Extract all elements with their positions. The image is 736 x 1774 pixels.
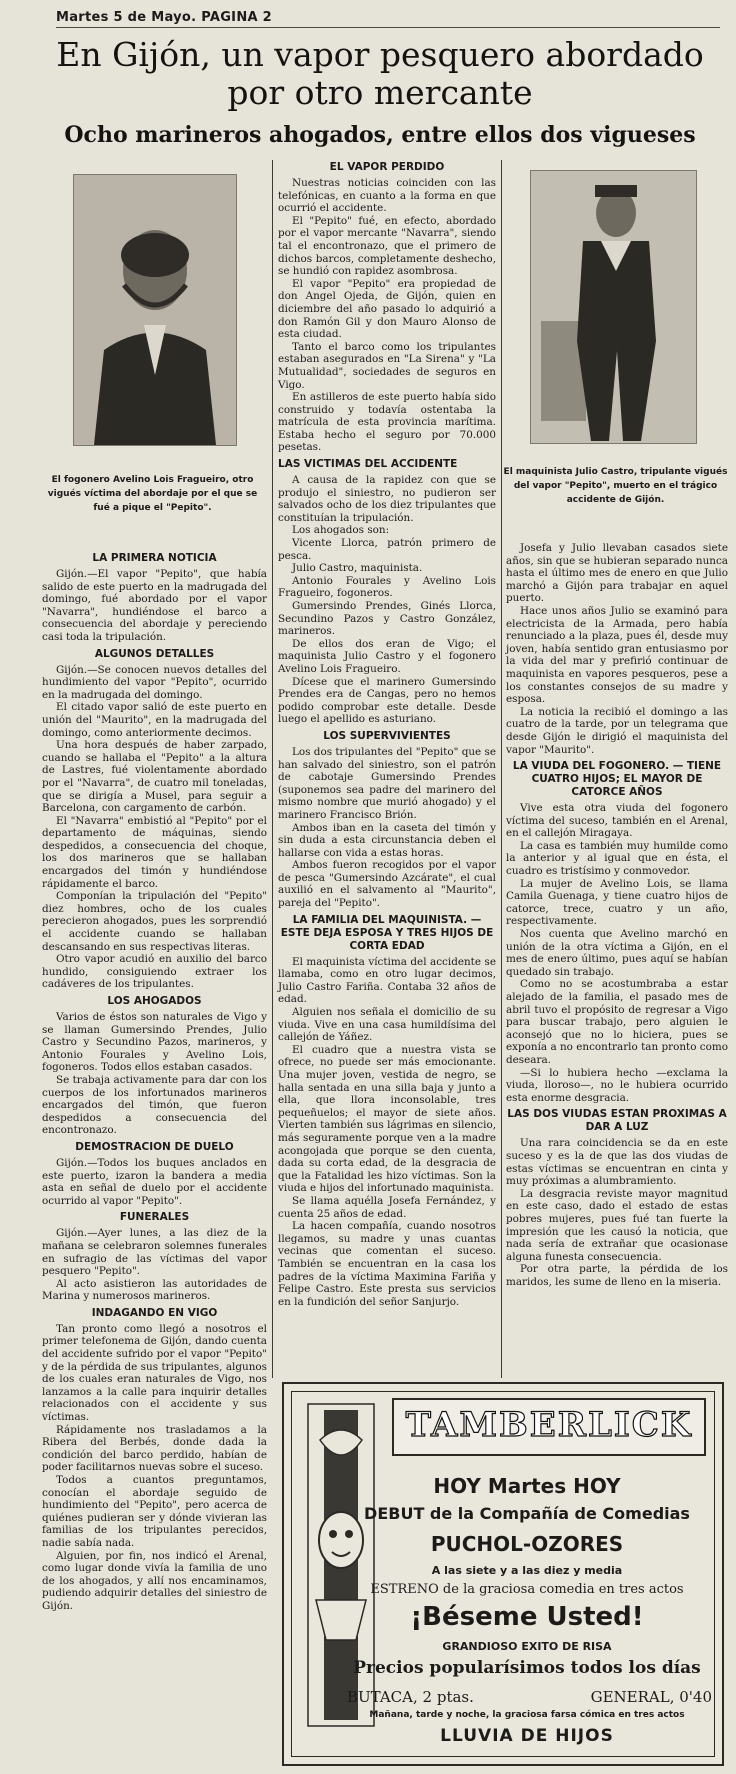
paragraph: Nos cuenta que Avelino marchó en unión de la otra víctima a Gijón, en el mes de enero último, pues aquí se habían quedado sin trabajo. <box>506 928 728 978</box>
paragraph: Tanto el barco como los tripulantes estaban asegurados en "La Sirena" y "La Mutualidad", sociedades de seguros en Vigo. <box>278 340 496 391</box>
paragraph: El "Navarra" embistió al "Pepito" por el departamento de máquinas, siendo despedidos, a consecuencia del choque, los dos marineros que se hallaban encargados del timón y hundiéndose rápidamente el barco. <box>42 814 267 890</box>
section-heading: LAS VICTIMAS DEL ACCIDENTE <box>278 458 458 471</box>
theatre-advertisement <box>282 1382 724 1766</box>
paragraph: Gijón.—Se conocen nuevos detalles del hundimiento del vapor "Pepito", ocurrido en la madrugada del domingo. <box>42 663 267 701</box>
section-heading: EL VAPOR PERDIDO <box>329 161 445 173</box>
paragraph: Nuestras noticias coinciden con las telefónicas, en cuanto a la forma en que ocurrió el accidente. <box>278 177 496 215</box>
paragraph: Una hora después de haber zarpado, cuando se hallaba el "Pepito" a la altura de Lastres, fué violentamente abordado por el "Navarra", de cuatro mil toneladas, que se dirigía a Musel, para seguir a Barcelona, con cargamento de carbón. <box>42 739 267 815</box>
paragraph: Otro vapor acudió en auxilio del barco hundido, consiguiendo extraer los cadáveres de los tripulantes. <box>42 953 267 991</box>
paragraph: Dícese que el marinero Gumersindo Prendes era de Cangas, pero no hemos podido comprobar este detalle. Desde luego el apellido es asturiano. <box>278 675 496 726</box>
ad-line-hoy: HOY Martes HOY <box>433 1474 621 1498</box>
section-heading: LA VIUDA DEL FOGONERO. — TIENE CUATRO HIJOS; EL MAYOR DE CATORCE AÑOS <box>512 760 722 799</box>
section-heading: LA FAMILIA DEL MAQUINISTA. — ESTE DEJA ESPOSA Y TRES HIJOS DE CORTA EDAD <box>280 913 494 952</box>
paragraph: El cuadro que a nuestra vista se ofrece, no puede ser más emocionante. Una mujer joven, vestida de negro, se halla sentada en una silla baja y junto a ella, que llora inconsolable, tres pequeñuelos; el mayor de siete años. Vierten también sus lágrimas en silencio, más seguramente porque ven a la madre acongojada que porque se den cuenta, dada su corta edad, de la desgracia de que la Fatalidad les hizo víctimas. Son la viuda e hijos del infortunado maquinista. <box>278 1043 496 1195</box>
ad-line-debut: DEBUT de la Compañía de Comedias <box>364 1504 690 1523</box>
ad-line-exito: GRANDIOSO EXITO DE RISA <box>442 1640 612 1653</box>
paragraph: Los dos tripulantes del "Pepito" que se han salvado del siniestro, son el patrón de cabotaje Gumersindo Prendes (suponemos sea padre del marinero del mismo nombre que murió ahogado) y el marinero Francisco Brión. <box>278 745 496 821</box>
paragraph: Vive esta otra viuda del fogonero víctima del suceso, también en el Arenal, en el callejón Miragaya. <box>506 802 728 840</box>
ad-inner-frame <box>291 1391 715 1757</box>
ad-line-company: PUCHOL-OZORES <box>430 1532 624 1556</box>
paragraph: Se trabaja activamente para dar con los cuerpos de los infortunados marineros encargados del timón, que fueron despedidos a consecuencia del encontronazo. <box>42 1073 267 1137</box>
paragraph: Los ahogados son: <box>292 524 390 537</box>
headline: En Gijón, un vapor pesquero abordado por otro mercante <box>56 35 704 112</box>
photo-julio-castro <box>530 170 697 444</box>
portrait-sailor-icon <box>531 171 696 443</box>
ad-line-times: A las siete y a las diez y media <box>431 1564 623 1577</box>
section-heading: LOS AHOGADOS <box>107 995 202 1007</box>
paragraph: Gijón.—Todos los buques anclados en este puerto, izaron la bandera a media asta en señal de duelo por el accidente ocurrido al vapor "Pepito". <box>42 1156 267 1207</box>
column-3 <box>506 542 728 1288</box>
ad-line-manana: Mañana, tarde y noche, la graciosa farsa cómica en tres actos <box>369 1710 685 1720</box>
section-heading: FUNERALES <box>119 1211 190 1224</box>
paragraph: Gijón.—El vapor "Pepito", que había salido de este puerto en la madrugada del domingo, fué abordado por el vapor "Navarra", hundiéndose el barco a consecuencia del abordaje y pereciendo casi toda la tripulación. <box>42 568 267 643</box>
photo-caption-right: El maquinista Julio Castro, tripulante vigués del vapor "Pepito", muerto en el trágico accidente de Gijón. <box>503 467 728 505</box>
paragraph: Josefa y Julio llevaban casados siete años, sin que se hubieran separado nunca hasta el último mes de enero en que Julio marchó a Gijón para trabajar en aquel puerto. <box>506 542 728 605</box>
paragraph: Tan pronto como llegó a nosotros el primer telefonema de Gijón, dando cuenta del accidente sufrido por el vapor "Pepito" y de la pérdida de sus tripulantes, algunos de los cuales eran naturales de Vigo, nos lanzamos a la calle para inquirir detalles relacionados con el accidente y sus víctimas. <box>42 1322 267 1424</box>
paragraph: El maquinista víctima del accidente se llamaba, como en otro lugar decimos, Julio Castro Fariña. Contaba 32 años de edad. <box>278 955 496 1006</box>
paragraph: Se llama aquélla Josefa Fernández, y cuenta 25 años de edad. <box>278 1194 496 1220</box>
section-heading: LA PRIMERA NOTICIA <box>92 552 217 564</box>
paragraph: Todos a cuantos preguntamos, conocían el abordaje seguido de hundimiento del "Pepito", pero acerca de quiénes pudieran ser y dónde vivieran las familias de los tripulantes perecidos, nadie sabía nada. <box>42 1474 267 1549</box>
theatre-name: TAMBERLICK <box>392 1398 706 1456</box>
section-heading: LAS DOS VIUDAS ESTAN PROXIMAS A DAR A LUZ <box>507 1108 727 1134</box>
photo-caption-left: El fogonero Avelino Lois Fragueiro, otro vigués víctima del abordaje por el que se fué a pique el "Pepito". <box>47 475 258 513</box>
column-rule-2 <box>501 160 502 1378</box>
paragraph: La hacen compañía, cuando nosotros llegamos, su madre y unas cuantas vecinas que comentan el suceso. También se encuentran en la casa los padres de la víctima Maximina Fariña y Felipe Castro. Este presta sus servicios en la fundición del señor Sanjurjo. <box>278 1220 496 1308</box>
paragraph: De ellos dos eran de Vigo; el maquinista Julio Castro y el fogonero Avelino Lois Fragueiro. <box>278 637 496 675</box>
section-heading: DEMOSTRACION DE DUELO <box>75 1140 234 1153</box>
paragraph: Ambos fueron recogidos por el vapor de pesca "Gumersindo Azcárate", el cual auxilió en el salvamento al "Maurito", pareja del "Pepito". <box>278 859 496 910</box>
paragraph: La mujer de Avelino Lois, se llama Camila Guenaga, y tiene cuatro hijos de catorce, trece, cuatro y un año, respectivamente. <box>506 877 728 928</box>
paragraph: —Si lo hubiera hecho —exclama la viuda, lloroso—, no le hubiera ocurrido esta enorme desgracia. <box>506 1066 728 1104</box>
paragraph: Al acto asistieron las autoridades de Marina y numerosos marineros. <box>42 1277 267 1303</box>
ad-line-precios: Precios popularísimos todos los días <box>353 1658 701 1678</box>
paragraph: Rápidamente nos trasladamos a la Ribera del Berbés, donde dada la condición del barco perdido, habían de poder facilitarnos nuevas sobre el suceso. <box>42 1423 267 1474</box>
paragraph: Gumersindo Prendes, Ginés Llorca, Secundino Pazos y Castro González, marineros. <box>278 600 496 638</box>
paragraph: Por otra parte, la pérdida de los maridos, les sume de lleno en la miseria. <box>506 1263 728 1288</box>
paragraph: Gijón.—Ayer lunes, a las diez de la mañana se celebraron solemnes funerales en sufragio de las víctimas del vapor pesquero "Pepito". <box>42 1227 267 1278</box>
paragraph: Alguien nos señala el domicilio de su viuda. Vive en una casa humildísima del callejón de Yáñez. <box>278 1006 496 1044</box>
paragraph: La casa es también muy humilde como la anterior y al igual que en ésta, el cuadro es tristísimo y conmovedor. <box>506 839 728 878</box>
paragraph: En astilleros de este puerto había sido construido y todavía ostentaba la matrícula de esta provincia marítima. Estaba hecho el seguro por 70.000 pesetas. <box>278 391 496 454</box>
ad-line-lluvia: LLUVIA DE HIJOS <box>440 1726 614 1746</box>
page-header: Martes 5 de Mayo. PAGINA 2 <box>56 10 273 25</box>
column-rule-1 <box>272 160 273 1378</box>
subheadline: Ocho marineros ahogados, entre ellos dos vigueses <box>64 122 696 148</box>
paragraph: La noticia la recibió el domingo a las cuatro de la tarde, por un telegrama que desde Gijón le dirigió el maquinista del vapor "Maurito". <box>506 705 728 756</box>
photo-avelino-lois <box>73 174 237 446</box>
column-1 <box>42 548 267 1613</box>
paragraph: El vapor "Pepito" era propiedad de don Angel Ojeda, de Gijón, quien en diciembre del año pasado lo adquirió a don Ramón Gil y don Mauro Alonso de esta ciudad. <box>278 277 496 341</box>
paragraph: Componían la tripulación del "Pepito" diez hombres, ocho de los cuales perecieron ahogados, pues les sorprendió el accidente cuando se hallaban descansando en sus respectivas literas. <box>42 890 267 953</box>
paragraph: Antonio Fourales y Avelino Lois Fragueiro, fogoneros. <box>278 574 496 600</box>
ad-line-estreno: ESTRENO de la graciosa comedia en tres actos <box>370 1582 684 1597</box>
paragraph: Como no se acostumbraba a estar alejado de la familia, el pasado mes de abril tuvo el propósito de regresar a Vigo para buscar trabajo, pero alguien le aconsejó que no lo hiciera, pues se exponía a no encontrarlo tan pronto como deseara. <box>506 978 728 1066</box>
paragraph: Julio Castro, maquinista. <box>292 562 423 575</box>
paragraph: Vicente Llorca, patrón primero de pesca. <box>278 537 496 562</box>
column-2 <box>278 157 496 1308</box>
paragraph: Varios de éstos son naturales de Vigo y se llaman Gumersindo Prendes, Julio Castro y Secundino Pazos, marineros, y Antonio Fourales y Avelino Lois, fogoneros. Todos ellos estaban casados. <box>42 1011 267 1074</box>
paragraph: El "Pepito" fué, en efecto, abordado por el vapor mercante "Navarra", siendo tal el encontronazo, que el primero de dichos barcos, completamente deshecho, se hundió con rapidez asombrosa. <box>278 214 496 278</box>
header-rule <box>56 27 720 28</box>
portrait-man-icon <box>74 175 236 445</box>
paragraph: Una rara coincidencia se da en este suceso y es la de que las dos viudas de estas víctimas se encuentran en cinta y muy próximas a alumbramiento. <box>506 1137 728 1188</box>
paragraph: El citado vapor salió de este puerto en unión del "Maurito", en la madrugada del domingo, como anteriormente decimos. <box>42 701 267 739</box>
section-heading: LOS SUPERVIVIENTES <box>323 729 451 742</box>
section-heading: INDAGANDO EN VIGO <box>91 1306 218 1319</box>
paragraph: A causa de la rapidez con que se produjo el siniestro, no pudieron ser salvados ocho de los diez tripulantes que constituían la tripulación. <box>278 474 496 524</box>
ad-price-general: GENERAL, 0'40 <box>590 1688 712 1706</box>
section-heading: ALGUNOS DETALLES <box>94 647 215 660</box>
ad-line-play-title: ¡Béseme Usted! <box>410 1602 644 1632</box>
paragraph: Hace unos años Julio se examinó para electricista de la Armada, pero había renunciado a la plaza, pues él, desde muy joven, había sentido gran entusiasmo por la vida del mar y prefirió continuar de maquinista en vapores pesqueros, pese a los constantes consejos de su madre y esposa. <box>506 604 728 706</box>
ad-price-butaca: BUTACA, 2 ptas. <box>347 1688 474 1706</box>
paragraph: Alguien, por fin, nos indicó el Arenal, como lugar donde vivía la familia de uno de los ahogados, y allí nos encaminamos, pudiendo adquirir detalles del siniestro de Gijón. <box>42 1549 267 1612</box>
paragraph: La desgracia reviste mayor magnitud en este caso, dado el estado de estas pobres mujeres, pues fué tan fuerte la impresión que les causó la noticia, que nada sería de extrañar que ocasionase alguna funesta consecuencia. <box>506 1187 728 1263</box>
paragraph: Ambos iban en la caseta del timón y sin duda a esta circunstancia deben el hallarse con vida a estas horas. <box>278 821 496 859</box>
